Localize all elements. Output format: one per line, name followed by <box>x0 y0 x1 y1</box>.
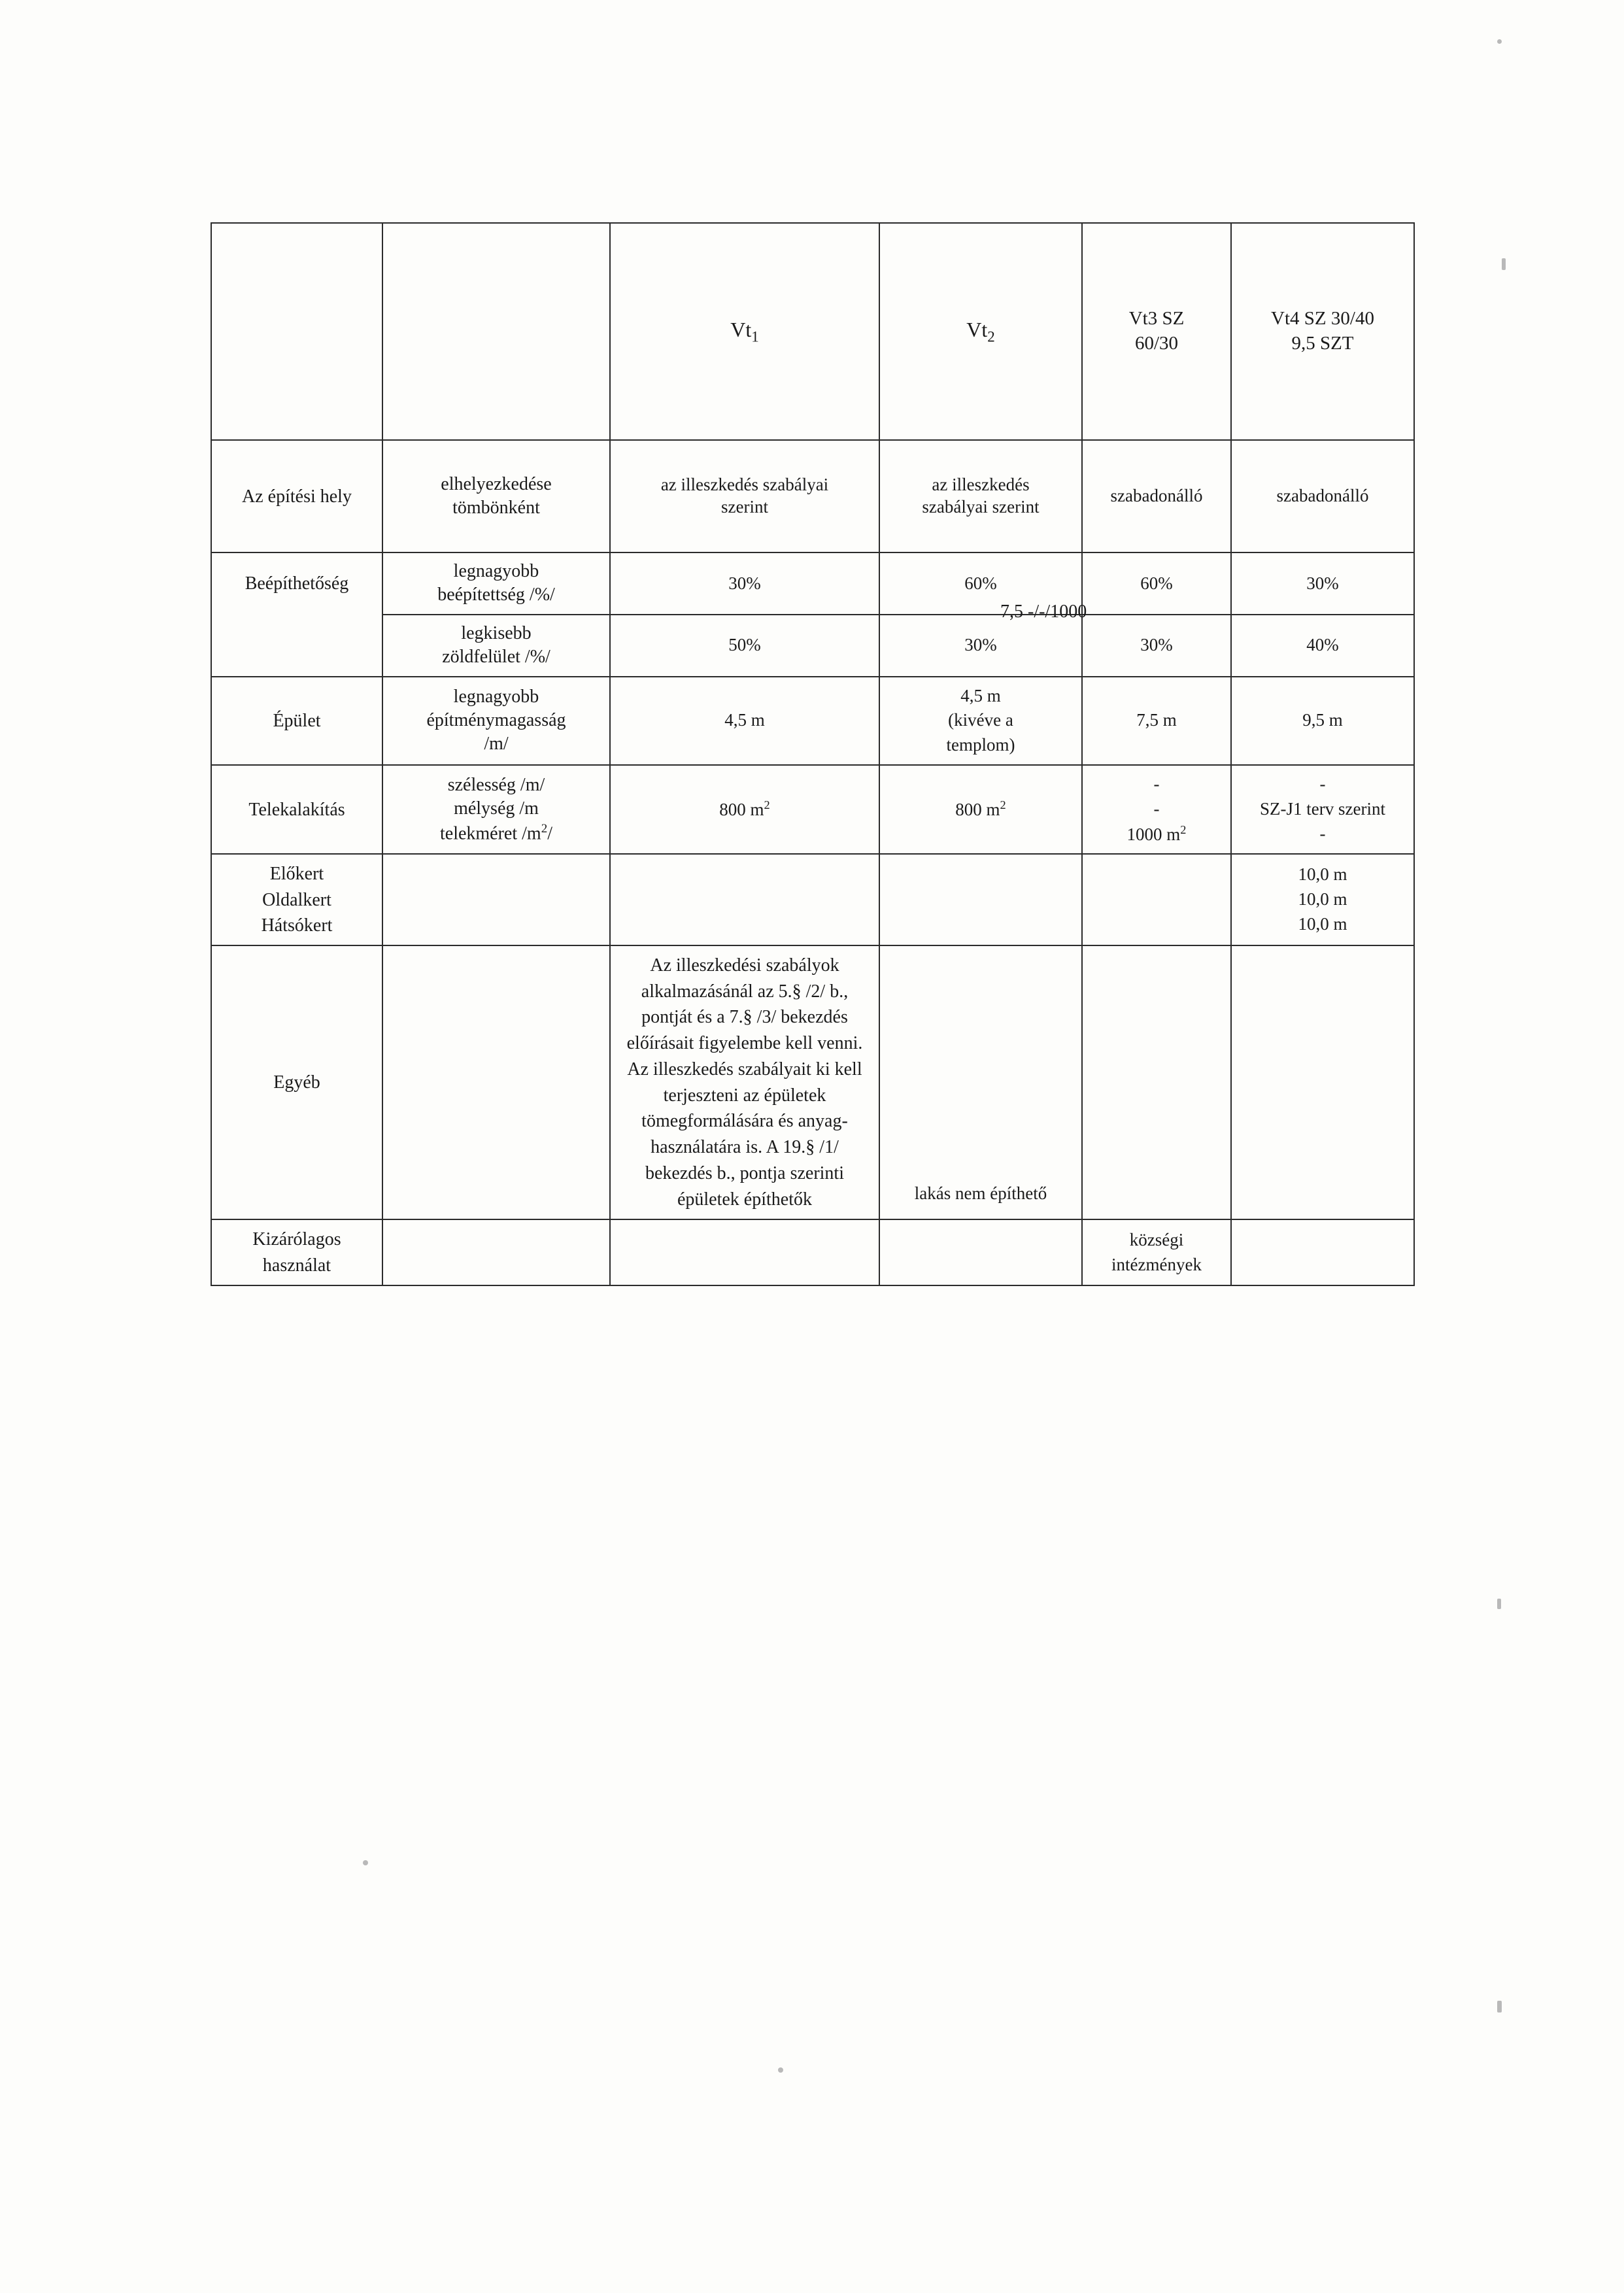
row-label-hatsokert: Hátsókert <box>261 915 333 936</box>
cell-hatsokert-vt4: 10,0 m <box>1298 914 1347 934</box>
cell-telek-vt1-text: 800 m <box>719 800 764 820</box>
param-telekmeret <box>388 821 604 846</box>
table-row <box>211 615 1414 677</box>
header-cell-vt4 <box>1231 223 1414 440</box>
table-row <box>211 765 1414 854</box>
cell-epulet-vt2 <box>879 677 1082 765</box>
param-telekmeret-sup: 2 <box>541 821 548 836</box>
cell-egyeb-vt4 <box>1231 945 1414 1220</box>
header-vt3-line1: Vt3 SZ <box>1128 308 1185 330</box>
header-cell-empty-2 <box>382 223 610 440</box>
scan-artifact <box>778 2067 783 2073</box>
cell-epulet-vt2-line2: (kivéve a <box>948 710 1013 730</box>
scan-artifact <box>1502 258 1506 270</box>
cell-telekalakitas-vt2 <box>879 765 1082 854</box>
cell-telekalakitas-vt4 <box>1231 765 1414 854</box>
cell-telek-vt3-line1: - <box>1153 773 1160 794</box>
cell-kertek-vt2 <box>879 854 1082 945</box>
header-cell-vt1 <box>610 223 879 440</box>
cell-epulet-vt4: 9,5 m <box>1231 677 1414 765</box>
row-label-beepithetoseg: Beépíthetőség <box>211 552 382 615</box>
cell-kertek-vt1 <box>610 854 879 945</box>
table-header-row <box>211 223 1414 440</box>
cell-kizarolagos-vt3 <box>1082 1219 1231 1285</box>
cell-kizarolagos-vt3-line2: intézmények <box>1111 1254 1202 1274</box>
cell-beepitettseg-vt3: 60% <box>1082 552 1231 615</box>
cell-kizarolagos-vt1 <box>610 1219 879 1285</box>
cell-epitesi-hely-vt1 <box>610 440 879 552</box>
table-row <box>211 1219 1414 1285</box>
cell-beepitettseg-vt1: 30% <box>610 552 879 615</box>
row-label-hasznalat: használat <box>262 1255 331 1276</box>
cell-epitesi-hely-vt3: szabadonálló <box>1082 440 1231 552</box>
cell-epitesi-hely-vt2 <box>879 440 1082 552</box>
table-row <box>211 854 1414 945</box>
param-beepitettseg-line2: beépítettség /%/ <box>437 585 555 605</box>
param-melyseg: mélység /m <box>454 798 539 819</box>
cell-egyeb-param <box>382 945 610 1220</box>
param-elhelyezkedes-line2: tömbönként <box>452 498 540 518</box>
cell-telekalakitas-vt1 <box>610 765 879 854</box>
cell-beepitettseg-vt2: 60% <box>879 552 1082 615</box>
cell-zoldfelulet-vt1: 50% <box>610 615 879 677</box>
cell-kertek-vt4 <box>1231 854 1414 945</box>
cell-elokert-vt4: 10,0 m <box>1298 864 1347 885</box>
cell-epulet-vt3: 7,5 m <box>1082 677 1231 765</box>
header-cell-vt2 <box>879 223 1082 440</box>
cell-telekalakitas-vt3 <box>1082 765 1231 854</box>
row-label-kertek <box>211 854 382 945</box>
header-vt2-subscript: 2 <box>987 328 995 345</box>
row-label-oldalkert: Oldalkert <box>262 889 331 910</box>
header-cell-vt3 <box>1082 223 1231 440</box>
cell-epulet-vt1: 4,5 m <box>610 677 879 765</box>
row-label-beepithetoseg-cont <box>211 615 382 677</box>
cell-telek-vt3-line3-sup: 2 <box>1180 823 1187 836</box>
row-label-egyeb: Egyéb <box>211 945 382 1220</box>
header-vt3-line3: 7,5 -/-/1000 <box>1000 602 1087 622</box>
param-legnagyobb-beepitettseg <box>382 552 610 615</box>
scan-artifact <box>1497 2001 1502 2013</box>
row-label-epitesi-hely: Az építési hely <box>211 440 382 552</box>
param-epitmenymagassag <box>382 677 610 765</box>
cell-kertek-vt3 <box>1082 854 1231 945</box>
cell-kertek-param <box>382 854 610 945</box>
row-label-elokert: Előkert <box>269 864 324 885</box>
cell-kizarolagos-vt4 <box>1231 1219 1414 1285</box>
cell-egyeb-vt2: lakás nem építhető <box>879 945 1082 1220</box>
row-label-kizarolagos: Kizárólagos <box>252 1229 341 1250</box>
param-szelesseg: szélesség /m/ <box>447 774 545 795</box>
cell-epitesi-hely-vt2-line2: szabályai szerint <box>922 497 1040 517</box>
cell-telek-vt3-line3 <box>1088 822 1225 847</box>
param-telekalakitas <box>382 765 610 854</box>
cell-oldalkert-vt4: 10,0 m <box>1298 889 1347 909</box>
table-row <box>211 552 1414 615</box>
cell-epitesi-hely-vt1-line2: szerint <box>721 497 768 517</box>
scan-artifact <box>363 1860 368 1865</box>
cell-kizarolagos-vt2 <box>879 1219 1082 1285</box>
cell-kizarolagos-vt3-line1: községi <box>1129 1229 1184 1249</box>
cell-epitesi-hely-vt2-line1: az illeszkedés <box>932 475 1030 495</box>
param-telekmeret-text: telekméret /m <box>439 823 541 843</box>
header-vt3-line2: 60/30 <box>1134 333 1179 354</box>
param-legkisebb-zoldfelulet <box>382 615 610 677</box>
param-zoldfelulet-line1: legkisebb <box>461 622 532 643</box>
header-cell-empty-1 <box>211 223 382 440</box>
cell-telek-vt4-line3: - <box>1319 824 1326 844</box>
cell-epulet-vt2-line3: templom) <box>946 735 1015 755</box>
cell-telek-vt4-line2: SZ-J1 terv szerint <box>1260 799 1385 819</box>
cell-zoldfelulet-vt2: 30% <box>879 615 1082 677</box>
row-label-epulet: Épület <box>211 677 382 765</box>
cell-epulet-vt2-line1: 4,5 m <box>960 685 1001 705</box>
cell-telek-vt2-sup: 2 <box>1000 798 1006 812</box>
cell-telek-vt2-text: 800 m <box>955 800 1000 820</box>
cell-telek-vt1-sup: 2 <box>764 798 770 812</box>
cell-telek-vt4-line1: - <box>1319 774 1326 794</box>
table-row <box>211 440 1414 552</box>
row-label-telekalakitas: Telekalakítás <box>211 765 382 854</box>
scan-artifact <box>1497 39 1502 44</box>
param-epitmenymagassag-line2: építménymagasság <box>426 710 566 731</box>
param-elhelyezkedes-line1: elhelyezkedése <box>441 473 552 494</box>
param-zoldfelulet-line2: zöldfelület /%/ <box>442 647 550 668</box>
table-row <box>211 945 1414 1220</box>
zoning-specification-table <box>211 222 1415 1286</box>
cell-kizarolagos-param <box>382 1219 610 1285</box>
header-vt4-line2: 9,5 SZT <box>1291 333 1354 354</box>
cell-zoldfelulet-vt4: 40% <box>1231 615 1414 677</box>
cell-telek-vt3-line2: - <box>1153 798 1160 819</box>
cell-beepitettseg-vt4: 30% <box>1231 552 1414 615</box>
header-vt2-label: Vt <box>966 317 988 341</box>
param-beepitettseg-line1: legnagyobb <box>453 561 539 581</box>
cell-egyeb-vt1: Az illeszkedési szabályok alkalmazásánál az 5.§ /2/ b., pontját és a 7.§ /3/ bekezdés előírásait figyelembe kell venni. Az illeszkedés szabályait ki kell terjeszteni az épületek tömegformálására és anyag-használatára is. A 19.§ /1/ bekezdés b., pontja szerinti épületek építhetők <box>610 945 879 1220</box>
header-vt1-label: Vt <box>730 317 752 341</box>
param-elhelyezkedes <box>382 440 610 552</box>
cell-epitesi-hely-vt1-line1: az illeszkedés szabályai <box>660 475 829 495</box>
cell-egyeb-vt3 <box>1082 945 1231 1220</box>
row-label-kizarolagos-hasznalat <box>211 1219 382 1285</box>
scan-artifact <box>1497 1599 1501 1609</box>
cell-telek-vt3-line3-text: 1000 m <box>1126 824 1181 844</box>
param-epitmenymagassag-line1: legnagyobb <box>453 686 539 707</box>
cell-zoldfelulet-vt3: 30% <box>1082 615 1231 677</box>
header-vt4-line1: Vt4 SZ 30/40 <box>1271 308 1374 330</box>
param-telekmeret-end: / <box>547 823 552 843</box>
cell-epitesi-hely-vt4: szabadonálló <box>1231 440 1414 552</box>
param-epitmenymagassag-line3: /m/ <box>484 734 509 755</box>
header-vt1-subscript: 1 <box>751 328 759 345</box>
zoning-table-container <box>211 222 1413 1286</box>
table-row <box>211 677 1414 765</box>
